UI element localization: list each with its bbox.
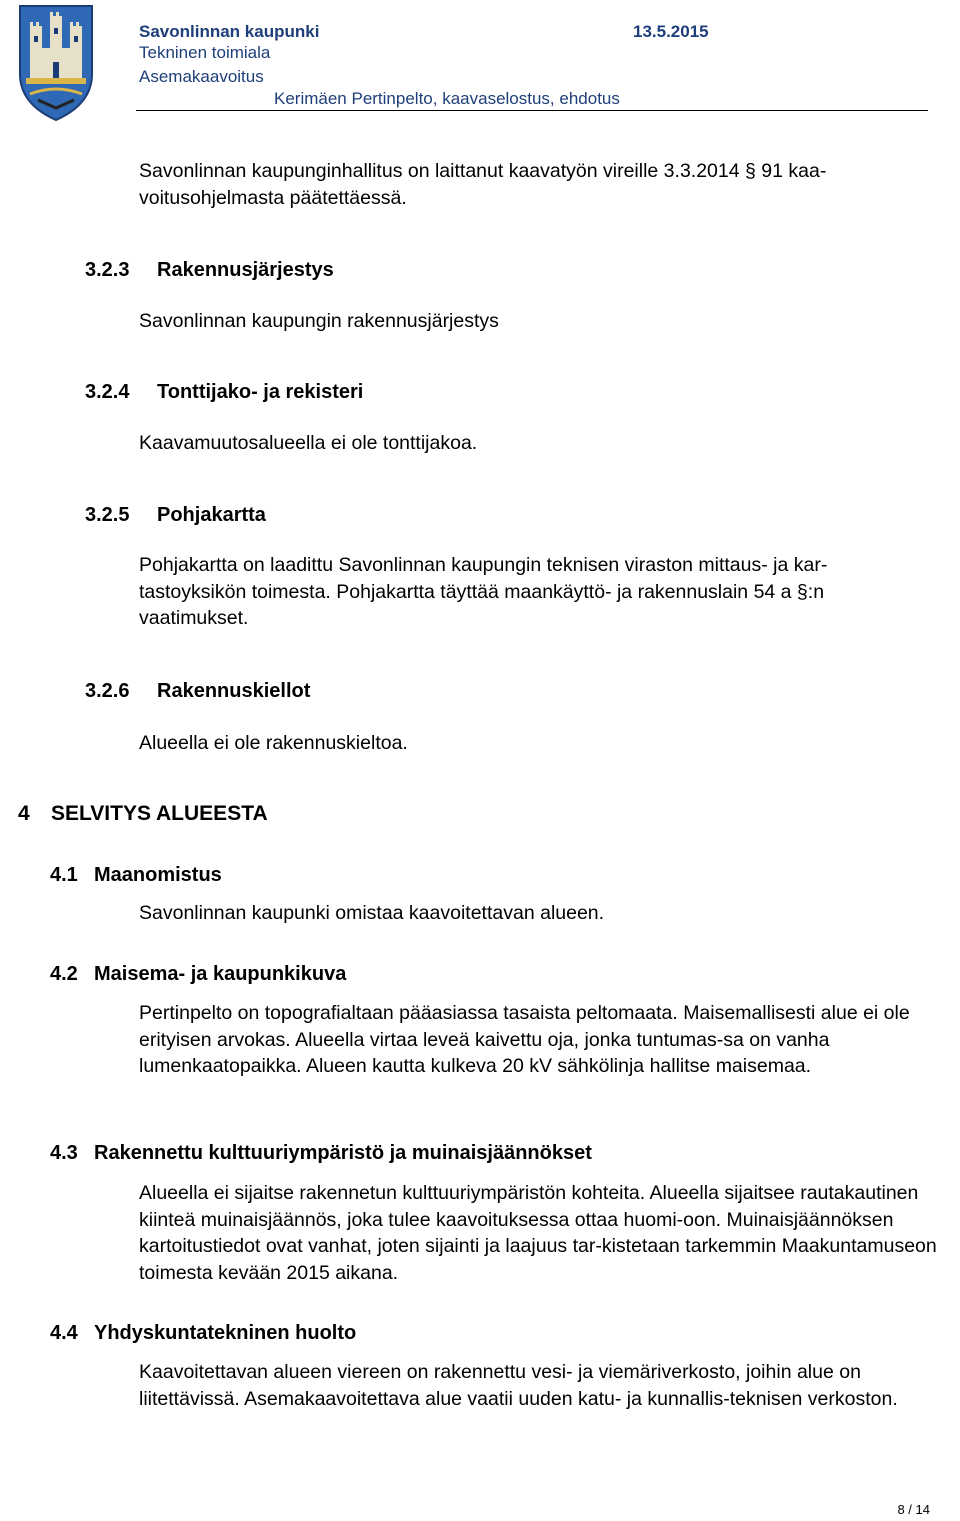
heading-number: 3.2.6 xyxy=(85,680,130,702)
heading-number: 3.2.4 xyxy=(85,381,130,403)
paragraph-4-1: Savonlinnan kaupunki omistaa kaavoitettavan alueen. xyxy=(139,902,605,924)
paragraph-3-2-4: Kaavamuutosalueella ei ole tonttijakoa. xyxy=(139,432,478,454)
header-unit: Asemakaavoitus xyxy=(139,67,264,86)
heading-3-2-4 xyxy=(85,381,363,404)
page-number: 8 / 14 xyxy=(897,1502,930,1517)
savonlinna-coat-of-arms-icon xyxy=(16,4,96,122)
heading-4-4 xyxy=(50,1322,356,1345)
paragraph-4-4: Kaavoitettavan alueen viereen on rakennettu vesi- ja viemäriverkosto, joihin alue on liitettävissä. Asemakaavoitettava alue vaatii uuden katu- ja kunnallis-teknisen verkoston. xyxy=(139,1361,898,1410)
heading-4-3 xyxy=(50,1142,592,1165)
paragraph-4-2: Pertinpelto on topografialtaan pääasiassa tasaista peltomaata. Maisemallisesti alue ei ole erityisen arvokas. Alueella virtaa leveä kaivettu oja, jonka tuntumas-sa on vanha lumenkaatopaikka. Alueen kautta kulkeva 20 kV sähkölinja hallitse maisemaa. xyxy=(139,1002,910,1077)
heading-4-1 xyxy=(50,864,222,887)
paragraph-3-2-5: Pohjakartta on laadittu Savonlinnan kaupungin teknisen viraston mittaus- ja kar-tastoyksikön toimesta. Pohjakartta täyttää maankäyttö- ja rakennuslain 54 a §:n vaatimukset. xyxy=(139,554,828,629)
heading-title: Rakennuskiellot xyxy=(157,680,311,702)
heading-number: 4.2 xyxy=(50,963,78,985)
heading-title: SELVITYS ALUEESTA xyxy=(51,802,268,825)
header-document-title: Kerimäen Pertinpelto, kaavaselostus, ehdotus xyxy=(274,89,620,108)
heading-3-2-5 xyxy=(85,504,266,527)
heading-4 xyxy=(18,802,268,826)
paragraph-3-2-6: Alueella ei ole rakennuskieltoa. xyxy=(139,732,408,754)
heading-title: Rakennusjärjestys xyxy=(157,259,334,281)
header-city: Savonlinnan kaupunki xyxy=(139,22,320,41)
heading-3-2-3 xyxy=(85,259,334,282)
header-department: Tekninen toimiala xyxy=(139,43,271,62)
heading-title: Maanomistus xyxy=(94,864,222,886)
intro-paragraph: Savonlinnan kaupunginhallitus on laittanut kaavatyön vireille 3.3.2014 § 91 kaa-voitusohjelmasta päätettäessä. xyxy=(139,160,827,209)
heading-title: Maisema- ja kaupunkikuva xyxy=(94,963,347,985)
heading-3-2-6 xyxy=(85,680,310,703)
heading-4-2 xyxy=(50,963,346,986)
heading-number: 4.1 xyxy=(50,864,78,886)
heading-title: Yhdyskuntatekninen huolto xyxy=(94,1322,357,1344)
heading-title: Rakennettu kulttuuriympäristö ja muinaisjäännökset xyxy=(94,1142,592,1164)
heading-number: 4.4 xyxy=(50,1322,78,1344)
header-divider xyxy=(136,110,928,111)
heading-number: 4.3 xyxy=(50,1142,78,1164)
heading-number: 3.2.3 xyxy=(85,259,130,281)
heading-number: 4 xyxy=(18,802,30,825)
heading-title: Pohjakartta xyxy=(157,504,266,526)
paragraph-4-3: Alueella ei sijaitse rakennetun kulttuuriympäristön kohteita. Alueella sijaitsee rautakautinen kiinteä muinaisjäännös, joka tulee kaavoituksessa ottaa huomi-oon. Muinaisjäännöksen kartoitustiedot ovat vanhat, joten sijainti ja laajuus tar-kistetaan tarkemmin Maakuntamuseon toimesta kevään 2015 aikana. xyxy=(139,1182,937,1284)
heading-title: Tonttijako- ja rekisteri xyxy=(157,381,364,403)
heading-number: 3.2.5 xyxy=(85,504,130,526)
header-date: 13.5.2015 xyxy=(633,22,709,41)
paragraph-3-2-3: Savonlinnan kaupungin rakennusjärjestys xyxy=(139,310,499,332)
